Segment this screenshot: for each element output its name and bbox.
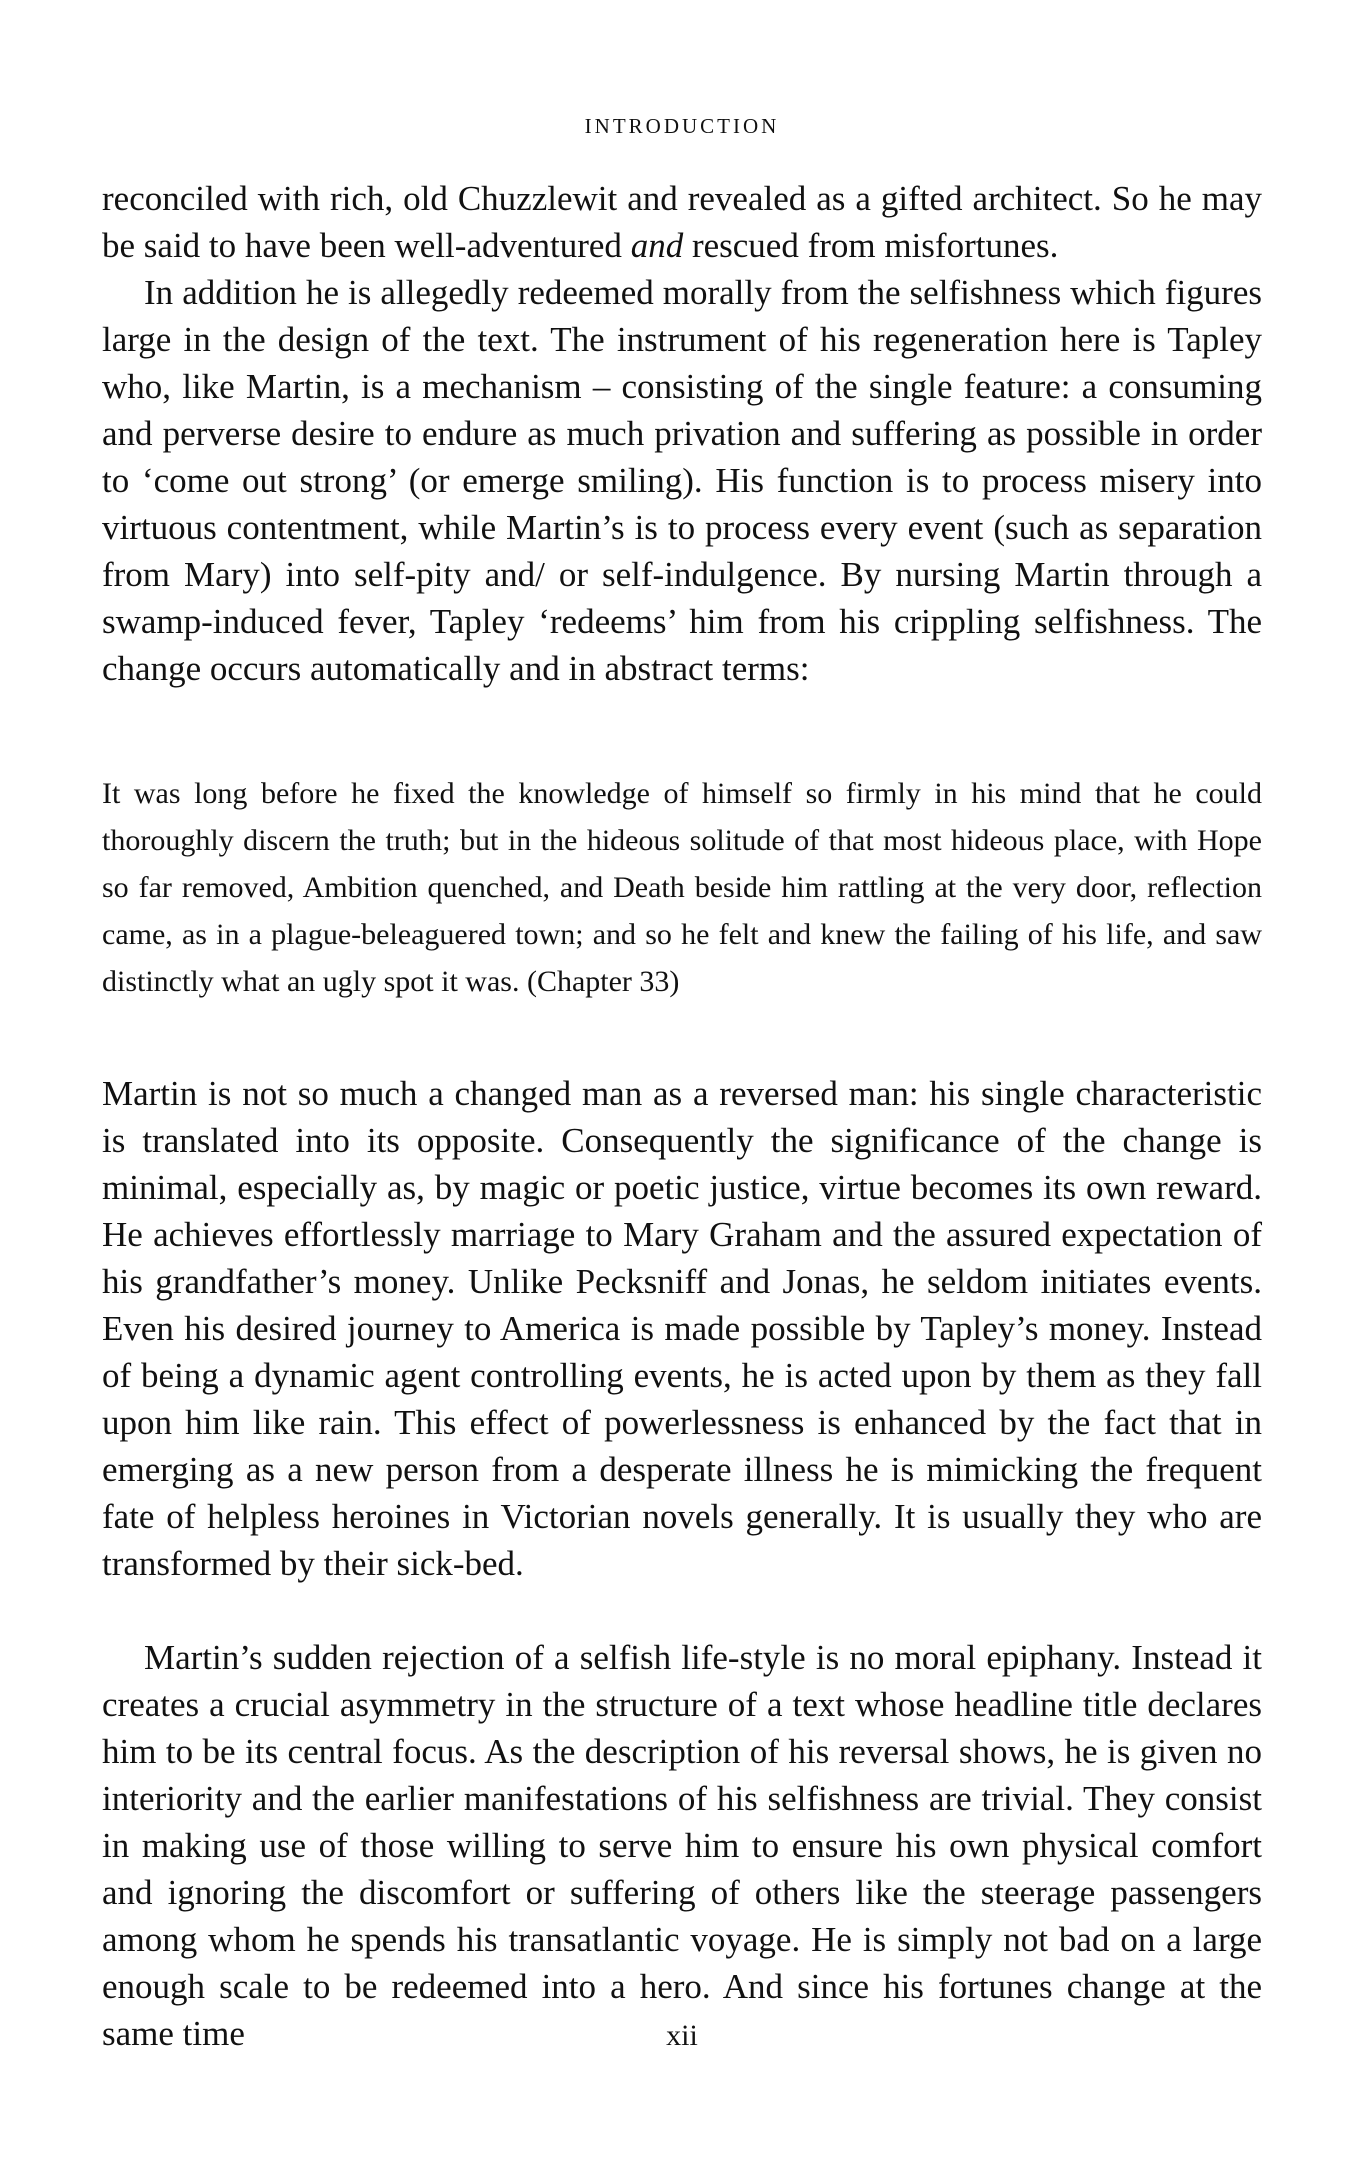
emphasis-text: and [630, 226, 684, 265]
paragraph-text: Martin’s sudden rejection of a selfish life-style is no moral epiphany. Instead it creates a crucial asymmetry in the structure of a text whose headline title declares him to be its central focus. As the description of his reversal shows, he is given no interiority and the earlier manifestations of his selfishness are trivial. They consist in making use of those willing to serve him to ensure his own physical comfort and ignoring the discomfort or suffering of others like the steerage passengers among whom he spends his transatlantic voyage. He is simply not bad on a large enough scale to be redeemed into a hero. And since his fortunes change at the same time [102, 1638, 1262, 2053]
block-quote: It was long before he fixed the knowledge of himself so firmly in his mind that he could thoroughly discern the truth; but in the hideous solitude of that most hideous place, with Hope so far removed, Ambition quenched, and Death beside him rattling at the very door, reflection came, as in a plague-beleaguered town; and so he felt and knew the failing of his life, and saw distinctly what an ugly spot it was. (Chapter 33) [102, 777, 1262, 998]
paragraph-continuation [102, 175, 1262, 269]
paragraph-asymmetry [102, 1634, 1262, 2057]
page-number: xii [666, 2019, 698, 2052]
book-page [102, 0, 1262, 2175]
running-head: INTRODUCTION [584, 114, 780, 138]
paragraph-text-end: rescued from misfortunes. [691, 226, 1059, 265]
paragraph-text: reconciled with rich, old Chuzzlewit and revealed as a gifted architect. So he may be said to have been well-adventured [102, 179, 1262, 265]
paragraph-tapley [102, 269, 1262, 692]
paragraph-reversed-man: Martin is not so much a changed man as a reversed man: his single characteristic is translated into its opposite. Consequently the significance of the change is minimal, especially as, by magic or poetic justice, virtue becomes its own reward. He achieves effortlessly marriage to Mary Graham and the assured expectation of his grandfather’s money. Unlike Pecksniff and Jonas, he seldom initiates events. Even his desired journey to America is made possible by Tapley’s money. Instead of being a dynamic agent controlling events, he is acted upon by them as they fall upon him like rain. This effect of powerlessness is enhanced by the fact that in emerging as a new person from a desperate illness he is mimicking the frequent fate of helpless heroines in Victorian novels generally. It is usually they who are transformed by their sick-bed. [102, 1074, 1262, 1583]
paragraph-text: In addition he is allegedly redeemed morally from the selfishness which figures large in the design of the text. The instrument of his regeneration here is Tapley who, like Martin, is a mechanism – consisting of the single feature: a consuming and perverse desire to endure as much privation and suffering as possible in order to ‘come out strong’ (or emerge smiling). His function is to process misery into virtuous contentment, while Martin’s is to process every event (such as separation from Mary) into self-pity and/ or self-indulgence. By nursing Martin through a swamp-induced fever, Tapley ‘redeems’ him from his crippling selfishness. The change occurs automatically and in abstract terms: [102, 273, 1262, 688]
